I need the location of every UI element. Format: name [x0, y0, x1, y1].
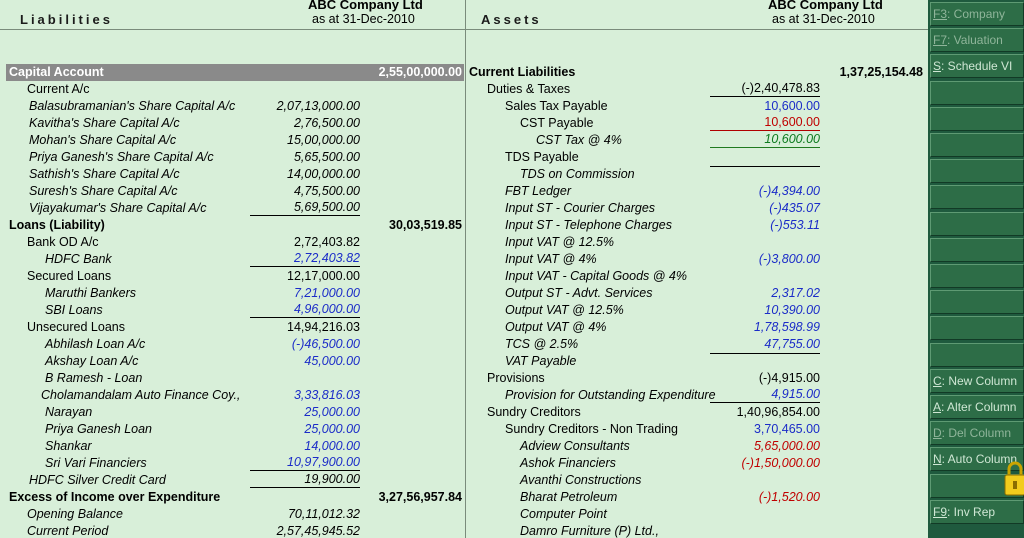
button-label: : New Column: [941, 373, 1018, 388]
ledger-name: Sathish's Share Capital A/c: [29, 167, 180, 181]
button-key: F3: [933, 7, 948, 21]
assets-row[interactable]: [466, 404, 928, 421]
liabilities-row[interactable]: [0, 115, 465, 132]
liabilities-row[interactable]: [0, 132, 465, 149]
button-c[interactable]: [930, 369, 1024, 393]
ledger-name: Input ST - Courier Charges: [505, 201, 656, 215]
sub-amount: (-)46,500.00: [291, 337, 360, 351]
liabilities-row[interactable]: [0, 370, 465, 387]
assets-row[interactable]: [466, 183, 928, 200]
ledger-name: Bharat Petroleum: [520, 490, 618, 504]
sub-amount: (-)1,50,000.00: [741, 456, 820, 470]
ledger-name: Current A/c: [27, 82, 90, 96]
ledger-name: Secured Loans: [27, 269, 112, 283]
sub-amount: 47,755.00: [764, 337, 820, 351]
ledger-name: Balasubramanian's Share Capital A/c: [29, 99, 236, 113]
ledger-name: Input ST - Telephone Charges: [505, 218, 673, 232]
assets-row[interactable]: [466, 302, 928, 319]
liabilities-row[interactable]: [0, 98, 465, 115]
sub-amount: (-)1,520.00: [758, 490, 820, 504]
ledger-name: Sales Tax Payable: [505, 99, 608, 113]
ledger-name: Output VAT @ 4%: [505, 320, 607, 334]
sub-amount: 7,21,000.00: [293, 286, 360, 300]
ledger-name: Current Period: [27, 524, 109, 538]
button-key: N: [933, 452, 942, 467]
group-total: 1,37,25,154.48: [839, 65, 923, 79]
ledger-name: Bank OD A/c: [27, 235, 99, 249]
sub-amount: 19,900.00: [250, 472, 360, 488]
liabilities-row[interactable]: [0, 251, 465, 268]
assets-row[interactable]: [466, 489, 928, 506]
liabilities-row[interactable]: [0, 387, 465, 404]
lock-icon: [1004, 458, 1024, 498]
liabilities-header: [0, 0, 465, 30]
liabilities-row[interactable]: [0, 404, 465, 421]
ledger-name: Computer Point: [520, 507, 607, 521]
sub-amount: 2,76,500.00: [293, 116, 360, 130]
sub-amount: 45,000.00: [304, 354, 360, 368]
ledger-name: CST Tax @ 4%: [536, 133, 622, 147]
button-empty: [930, 133, 1024, 157]
ledger-name: Adview Consultants: [520, 439, 630, 453]
button-f7[interactable]: [930, 28, 1024, 52]
ledger-name: Damro Furniture (P) Ltd.,: [520, 524, 659, 538]
liabilities-row[interactable]: [0, 319, 465, 336]
button-key: D: [933, 426, 942, 441]
button-s[interactable]: [930, 54, 1024, 78]
button-key: S: [933, 59, 942, 74]
assets-row[interactable]: [466, 455, 928, 472]
sub-amount: 5,65,000.00: [753, 439, 820, 453]
button-label: : Valuation: [947, 33, 1003, 48]
sub-amount: 2,57,45,945.52: [276, 524, 360, 538]
liabilities-row[interactable]: [0, 489, 465, 506]
liabilities-title: Liabilities: [20, 12, 113, 27]
liabilities-row[interactable]: [0, 523, 465, 538]
liabilities-column: [0, 64, 465, 538]
button-empty: [930, 81, 1024, 105]
liabilities-row[interactable]: [0, 336, 465, 353]
sub-amount: 1,40,96,854.00: [736, 405, 820, 419]
assets-column: [466, 64, 928, 538]
liabilities-row[interactable]: [0, 472, 465, 489]
sub-amount: 12,17,000.00: [287, 269, 360, 283]
ledger-name: TCS @ 2.5%: [505, 337, 579, 351]
liabilities-row[interactable]: [0, 183, 465, 200]
ledger-name: Sundry Creditors - Non Trading: [505, 422, 678, 436]
ledger-name: Unsecured Loans: [27, 320, 125, 334]
sub-amount: (-)4,915.00: [758, 371, 820, 385]
ledger-name: Output ST - Advt. Services: [505, 286, 653, 300]
button-label: : Del Column: [941, 426, 1012, 441]
as-at-date-left: as at 31-Dec-2010: [312, 12, 415, 26]
assets-row[interactable]: [466, 523, 928, 538]
liabilities-row[interactable]: [0, 285, 465, 302]
ledger-name: TDS on Commission: [520, 167, 635, 181]
sub-amount: 4,75,500.00: [293, 184, 360, 198]
button-label: : Schedule VI: [941, 59, 1013, 74]
ledger-name: Sundry Creditors: [487, 405, 581, 419]
ledger-name: Sri Vari Financiers: [45, 456, 147, 470]
company-name-left: ABC Company Ltd: [308, 0, 423, 12]
ledger-name: Provision for Outstanding Expenditure: [505, 388, 716, 402]
liabilities-row[interactable]: [0, 149, 465, 166]
sub-amount: 14,00,000.00: [287, 167, 360, 181]
ledger-name: VAT Payable: [505, 354, 577, 368]
ledger-name: CST Payable: [520, 116, 594, 130]
liabilities-row[interactable]: [0, 353, 465, 370]
assets-header: [466, 0, 928, 30]
button-label: : Company: [947, 7, 1006, 21]
assets-row[interactable]: [466, 234, 928, 251]
liabilities-row[interactable]: [0, 455, 465, 472]
ledger-name: Narayan: [45, 405, 93, 419]
assets-row[interactable]: [466, 166, 928, 183]
sub-amount: 15,00,000.00: [287, 133, 360, 147]
liabilities-row[interactable]: [0, 81, 465, 98]
button-f9[interactable]: [930, 500, 1024, 524]
sub-amount: 2,72,403.82: [293, 235, 360, 249]
ledger-name: Priya Ganesh Loan: [45, 422, 153, 436]
assets-row[interactable]: [466, 115, 928, 132]
button-empty: [930, 185, 1024, 209]
ledger-name: Input VAT - Capital Goods @ 4%: [505, 269, 687, 283]
sub-amount: (-)4,394.00: [758, 184, 820, 198]
button-label: : Alter Column: [941, 400, 1017, 414]
ledger-name: B Ramesh - Loan: [45, 371, 143, 385]
ledger-name: Maruthi Bankers: [45, 286, 137, 300]
button-empty: [930, 343, 1024, 367]
ledger-name: Akshay Loan A/c: [45, 354, 139, 368]
assets-row[interactable]: [466, 251, 928, 268]
sub-amount: 5,65,500.00: [293, 150, 360, 164]
sub-amount: 2,07,13,000.00: [276, 99, 360, 113]
ledger-name: Mohan's Share Capital A/c: [29, 133, 177, 147]
liabilities-row[interactable]: [0, 234, 465, 251]
sub-amount: 2,317.02: [771, 286, 820, 300]
assets-row[interactable]: [466, 370, 928, 387]
button-d[interactable]: [930, 421, 1024, 445]
button-empty: [930, 290, 1024, 314]
ledger-name: SBI Loans: [45, 303, 103, 317]
ledger-name: Kavitha's Share Capital A/c: [29, 116, 180, 130]
assets-row[interactable]: [466, 336, 928, 353]
button-empty: [930, 159, 1024, 183]
ledger-name: Provisions: [487, 371, 545, 385]
sub-amount: (-)435.07: [769, 201, 820, 215]
sub-amount: 10,390.00: [764, 303, 820, 317]
as-at-date-right: as at 31-Dec-2010: [772, 12, 875, 26]
sub-amount: 25,000.00: [304, 422, 360, 436]
ledger-name: Output VAT @ 12.5%: [505, 303, 624, 317]
sub-amount: [710, 166, 820, 167]
ledger-name: Priya Ganesh's Share Capital A/c: [29, 150, 214, 164]
button-key: C: [933, 373, 942, 388]
assets-row[interactable]: [466, 319, 928, 336]
ledger-name: Vijayakumar's Share Capital A/c: [29, 201, 207, 215]
ledger-name: Excess of Income over Expenditure: [9, 490, 221, 504]
sub-amount: 4,915.00: [710, 387, 820, 403]
button-empty: [930, 316, 1024, 340]
sub-amount: 2,72,403.82: [250, 251, 360, 267]
sub-amount: 14,000.00: [304, 439, 360, 453]
sub-amount: 3,33,816.03: [293, 388, 360, 402]
ledger-name: Avanthi Constructions: [520, 473, 642, 487]
ledger-name: Abhilash Loan A/c: [45, 337, 146, 351]
liabilities-row[interactable]: [0, 421, 465, 438]
assets-row[interactable]: [466, 98, 928, 115]
ledger-name: Suresh's Share Capital A/c: [29, 184, 178, 198]
sub-amount: 70,11,012.32: [287, 507, 360, 521]
button-key: F7: [933, 33, 948, 48]
assets-row[interactable]: [466, 353, 928, 370]
ledger-name: HDFC Silver Credit Card: [29, 473, 166, 487]
button-empty: [930, 212, 1024, 236]
ledger-name: Cholamandalam Auto Finance Coy.,: [41, 388, 241, 402]
liabilities-row[interactable]: [0, 506, 465, 523]
sub-amount: (-)2,40,478.83: [710, 81, 820, 97]
ledger-name: Opening Balance: [27, 507, 123, 521]
button-label: : Auto Column: [941, 452, 1018, 467]
assets-row[interactable]: [466, 81, 928, 98]
assets-row[interactable]: [466, 217, 928, 234]
assets-row[interactable]: [466, 506, 928, 523]
sub-amount: 10,600.00: [764, 99, 820, 113]
assets-row[interactable]: [466, 200, 928, 217]
sub-amount: 14,94,216.03: [287, 320, 360, 334]
liabilities-row[interactable]: [0, 268, 465, 285]
button-f3[interactable]: [930, 2, 1024, 26]
group-total: 30,03,519.85: [389, 218, 462, 232]
ledger-name: Ashok Financiers: [520, 456, 616, 470]
ledger-name: Input VAT @ 12.5%: [505, 235, 615, 249]
button-key: F9: [933, 504, 948, 519]
company-name-right: ABC Company Ltd: [768, 0, 883, 12]
assets-row[interactable]: [466, 438, 928, 455]
ledger-name: Loans (Liability): [9, 218, 105, 232]
sub-amount: 10,97,900.00: [250, 455, 360, 471]
button-key: A: [933, 400, 942, 414]
liabilities-row[interactable]: [0, 217, 465, 234]
sub-amount: [710, 353, 820, 354]
button-empty: [930, 238, 1024, 262]
ledger-name: Shankar: [45, 439, 92, 453]
liabilities-row[interactable]: [0, 438, 465, 455]
button-empty: [930, 107, 1024, 131]
liabilities-row[interactable]: [0, 302, 465, 319]
group-total: 2,55,00,000.00: [378, 65, 462, 79]
assets-row[interactable]: [466, 64, 928, 81]
liabilities-row[interactable]: [0, 166, 465, 183]
sub-amount: 25,000.00: [304, 405, 360, 419]
liabilities-row[interactable]: [0, 200, 465, 217]
ledger-name: TDS Payable: [505, 150, 579, 164]
assets-row[interactable]: [466, 268, 928, 285]
assets-row[interactable]: [466, 421, 928, 438]
liabilities-row[interactable]: [0, 64, 465, 81]
sub-amount: 10,600.00: [710, 115, 820, 131]
sub-amount: (-)3,800.00: [758, 252, 820, 266]
assets-row[interactable]: [466, 472, 928, 489]
sub-amount: 5,69,500.00: [250, 200, 360, 216]
assets-row[interactable]: [466, 285, 928, 302]
sub-amount: 3,70,465.00: [753, 422, 820, 436]
assets-row[interactable]: [466, 149, 928, 166]
assets-row[interactable]: [466, 132, 928, 149]
ledger-name: Current Liabilities: [469, 65, 576, 79]
button-empty: [930, 264, 1024, 288]
ledger-name: Input VAT @ 4%: [505, 252, 597, 266]
ledger-name: FBT Ledger: [505, 184, 572, 198]
assets-row[interactable]: [466, 387, 928, 404]
ledger-name: Duties & Taxes: [487, 82, 571, 96]
assets-title: Assets: [481, 12, 542, 27]
group-total: 3,27,56,957.84: [378, 490, 462, 504]
sub-amount: (-)553.11: [770, 218, 820, 232]
sub-amount: 4,96,000.00: [250, 302, 360, 318]
ledger-name: HDFC Bank: [45, 252, 112, 266]
button-a[interactable]: [930, 395, 1024, 419]
button-label: : Inv Rep: [947, 504, 996, 519]
ledger-name: Capital Account: [9, 65, 104, 79]
sub-amount: 1,78,598.99: [753, 320, 820, 334]
sub-amount: 10,600.00: [710, 132, 820, 148]
